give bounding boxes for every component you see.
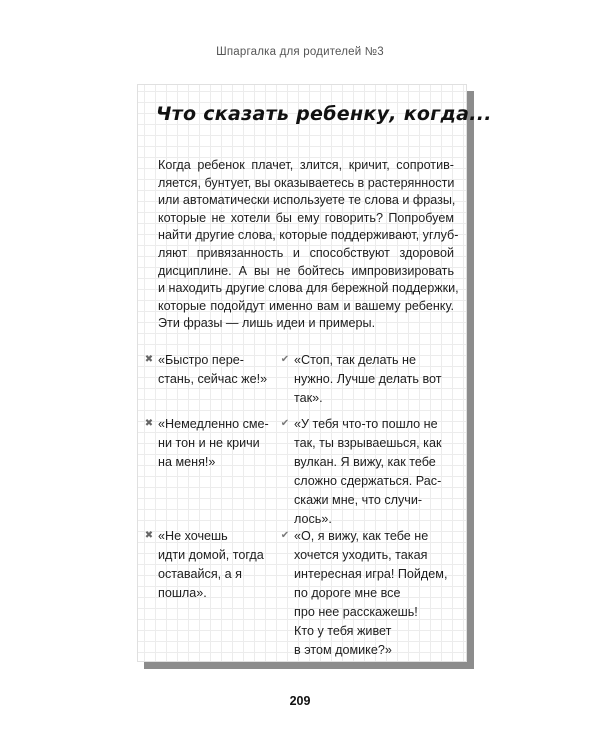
intro-line: ляется, бунтует, вы оказываетесь в растерянности (158, 175, 455, 190)
intro-line: или автоматически используете те слова и фразы, (158, 193, 456, 208)
check-mark-icon: ✔ (280, 530, 290, 541)
phrase-line: по дороге мне все (294, 586, 401, 600)
phrase-line: на меня!» (158, 455, 216, 469)
cross-mark-icon: ✖ (144, 418, 154, 429)
phrase-line: «У тебя что-то пошло не (294, 417, 438, 431)
phrase-line: вулкан. Я вижу, как тебе (294, 455, 436, 469)
phrase-line: ни тон и не кричи (158, 436, 260, 450)
phrase-line: пошла». (158, 586, 207, 600)
intro-line: ляют привязанность и способствуют здоровой (158, 245, 454, 260)
intro-line: которые не хотели бы ему говорить? Попробуем (158, 210, 454, 225)
page-number: 209 (289, 694, 311, 708)
phrase-line: оставайся, а я (158, 567, 242, 581)
phrase-line: сложно сдержаться. Рас- (294, 474, 442, 488)
phrase-line: «О, я вижу, как тебе не (294, 529, 429, 543)
intro-line: Эти фразы — лишь идеи и примеры. (158, 316, 376, 331)
phrase-line: так, ты взрываешься, как (294, 436, 442, 450)
check-mark-icon: ✔ (280, 418, 290, 429)
intro-line: которые подойдут именно вам и вашему ребенку. (158, 298, 454, 313)
cheat-sheet-card (137, 84, 492, 662)
card-title: Что сказать ребенку, когда... (156, 103, 492, 125)
phrase-line: интересная игра! Пойдем, (294, 567, 448, 581)
intro-line: Когда ребенок плачет, злится, кричит, сопротив- (158, 158, 454, 172)
phrase-line: про нее расскажешь! (294, 605, 418, 619)
phrase-line: «Быстро пере- (158, 353, 244, 367)
phrase-line: нужно. Лучше делать вот (294, 372, 442, 386)
intro-line: найти другие слова, которые поддерживают, углуб- (158, 228, 459, 243)
check-mark-icon: ✔ (280, 354, 290, 365)
running-header: Шпаргалка для родителей №3 (216, 46, 384, 58)
phrase-line: «Не хочешь (158, 529, 228, 543)
phrase-line: Кто у тебя живет (294, 624, 392, 638)
phrase-line: так». (294, 391, 323, 405)
phrase-line: «Стоп, так делать не (294, 353, 416, 367)
intro-line: дисциплине. А вы не бойтесь импровизировать (158, 263, 454, 278)
phrase-line: в этом домике?» (294, 643, 392, 657)
phrase-line: скажи мне, что случи- (294, 493, 423, 507)
phrase-line: идти домой, тогда (158, 548, 264, 562)
cross-mark-icon: ✖ (144, 354, 154, 365)
intro-paragraph (158, 157, 459, 333)
phrase-line: стань, сейчас же!» (158, 372, 268, 386)
intro-line: и находить другие слова для бережной поддержки, (158, 281, 459, 296)
phrase-line: хочется уходить, такая (294, 548, 428, 562)
cross-mark-icon: ✖ (144, 530, 154, 541)
phrase-line: лось». (294, 512, 332, 526)
phrase-line: «Немедленно сме- (158, 417, 269, 431)
